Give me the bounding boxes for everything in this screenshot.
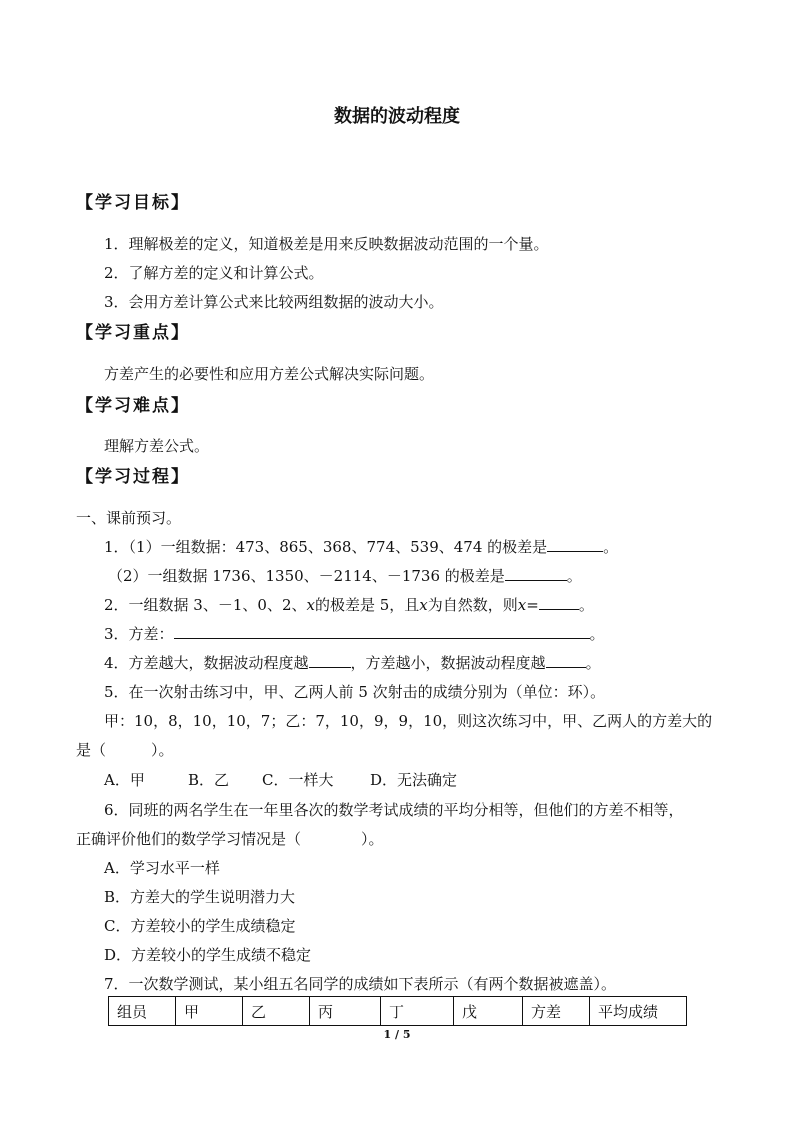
question-5-option-c: C．一样大 bbox=[262, 771, 334, 789]
answer-blank bbox=[174, 624, 590, 639]
goals-heading: 【学习目标】 bbox=[76, 193, 190, 213]
period: 。 bbox=[566, 567, 582, 585]
question-5-option-b: B．乙 bbox=[188, 771, 230, 789]
question-2-text-3: 为自然数，则 bbox=[427, 596, 518, 614]
preview-heading: 一、课前预习。 bbox=[76, 509, 182, 527]
variable-x: x bbox=[419, 596, 428, 614]
question-6-line-1: 6．同班的两名学生在一年里各次的数学考试成绩的平均分相等，但他们的方差不相等， bbox=[104, 801, 684, 819]
question-7: 7．一次数学测试，某小组五名同学的成绩如下表所示（有两个数据被遮盖）。 bbox=[104, 975, 617, 993]
table-header-cell: 丙 bbox=[310, 997, 381, 1026]
question-5-option-a: A．甲 bbox=[104, 771, 145, 789]
page-number: 1 / 5 bbox=[383, 1028, 411, 1041]
table-header-cell: 组员 bbox=[109, 997, 176, 1026]
question-4-text-2: ，方差越小，数据波动程度越 bbox=[350, 654, 546, 672]
variable-x: x bbox=[306, 596, 315, 614]
question-1b bbox=[108, 566, 582, 586]
answer-blank bbox=[546, 653, 586, 668]
period: 。 bbox=[603, 538, 619, 556]
period: 。 bbox=[578, 596, 594, 614]
question-1b-text: （2）一组数据 1736、1350、－2114、－1736 的极差是 bbox=[108, 567, 505, 585]
variable-x: x bbox=[517, 596, 527, 614]
question-6-option-a: A．学习水平一样 bbox=[104, 859, 220, 877]
question-2 bbox=[104, 595, 594, 615]
question-2-text-1: 2．一组数据 3、－1、0、2、 bbox=[104, 596, 307, 614]
table-header-cell: 甲 bbox=[176, 997, 243, 1026]
focus-heading: 【学习重点】 bbox=[76, 323, 190, 343]
table-header-cell: 平均成绩 bbox=[590, 997, 687, 1026]
question-5-option-d: D．无法确定 bbox=[370, 771, 458, 789]
question-1a bbox=[104, 537, 618, 557]
goal-item-2: 2．了解方差的定义和计算公式。 bbox=[104, 264, 324, 282]
table-header-row bbox=[109, 997, 687, 1026]
question-5-line-3: 是（ ）。 bbox=[76, 741, 174, 759]
question-3-text: 3．方差： bbox=[104, 625, 174, 643]
question-5-line-2: 甲：10，8，10，10，7；乙：7，10，9，9，10，则这次练习中，甲、乙两人的方差大的 bbox=[104, 712, 713, 730]
answer-blank bbox=[505, 566, 567, 581]
question-3 bbox=[104, 624, 605, 644]
answer-blank bbox=[539, 595, 579, 610]
goal-item-3: 3．会用方差计算公式来比较两组数据的波动大小。 bbox=[104, 293, 444, 311]
table-header-cell: 方差 bbox=[523, 997, 590, 1026]
page-title: 数据的波动程度 bbox=[334, 106, 460, 127]
question-6-option-b: B．方差大的学生说明潜力大 bbox=[104, 888, 296, 906]
process-heading: 【学习过程】 bbox=[76, 467, 190, 487]
question-4 bbox=[104, 653, 601, 673]
question-6-line-2: 正确评价他们的数学学习情况是（ ）。 bbox=[76, 830, 384, 848]
difficulty-heading: 【学习难点】 bbox=[76, 396, 190, 416]
focus-text: 方差产生的必要性和应用方差公式解决实际问题。 bbox=[104, 365, 435, 383]
question-2-text-4: = bbox=[526, 596, 539, 614]
question-4-text-1: 4．方差越大，数据波动程度越 bbox=[104, 654, 309, 672]
question-6-option-d: D．方差较小的学生成绩不稳定 bbox=[104, 946, 312, 964]
answer-blank bbox=[309, 653, 351, 668]
difficulty-text: 理解方差公式。 bbox=[104, 437, 210, 455]
question-1a-text: 1．（1）一组数据：473、865、368、774、539、474 的极差是 bbox=[104, 538, 548, 556]
scores-table bbox=[108, 996, 687, 1026]
table-header-cell: 乙 bbox=[243, 997, 310, 1026]
table-header-cell: 戊 bbox=[454, 997, 523, 1026]
goal-item-1: 1．理解极差的定义，知道极差是用来反映数据波动范围的一个量。 bbox=[104, 235, 549, 253]
answer-blank bbox=[547, 537, 603, 552]
period: 。 bbox=[589, 625, 605, 643]
table-header-cell: 丁 bbox=[381, 997, 454, 1026]
period: 。 bbox=[585, 654, 601, 672]
question-5-line-1: 5．在一次射击练习中，甲、乙两人前 5 次射击的成绩分别为（单位：环）。 bbox=[104, 683, 606, 701]
question-2-text-2: 的极差是 5，且 bbox=[314, 596, 420, 614]
question-6-option-c: C．方差较小的学生成绩稳定 bbox=[104, 917, 296, 935]
